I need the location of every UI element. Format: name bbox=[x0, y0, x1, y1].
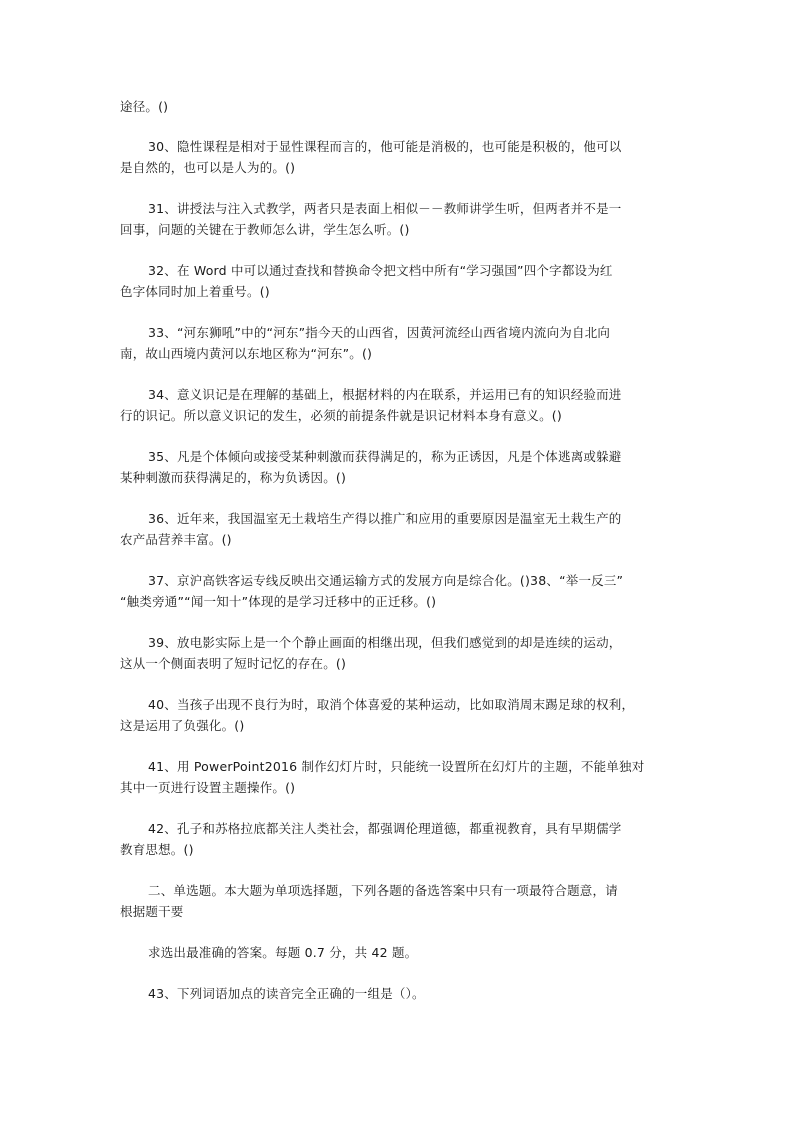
text-line: 途径。() bbox=[120, 99, 169, 114]
paragraph-q37-38 bbox=[120, 570, 680, 612]
text-line: 二、单选题。本大题为单项选择题，下列各题的备选答案中只有一项最符合题意，请 bbox=[148, 883, 618, 898]
text-line: 30、隐性课程是相对于显性课程而言的，他可能是消极的，也可能是积极的，他可以 bbox=[148, 139, 622, 154]
text-line: 40、当孩子出现不良行为时，取消个体喜爱的某种运动，比如取消周末踢足球的权利， bbox=[148, 697, 635, 712]
text-line: 37、京沪高铁客运专线反映出交通运输方式的发展方向是综合化。()38、“举一反三” bbox=[148, 573, 624, 588]
paragraph-q41 bbox=[120, 756, 680, 798]
text-line: 41、用 PowerPoint2016 制作幻灯片时，只能统一设置所在幻灯片的主题，不能单独对 bbox=[148, 759, 645, 774]
text-line: 33、“河东狮吼”中的“河东”指今天的山西省，因黄河流经山西省境内流向为自北向 bbox=[148, 325, 611, 340]
text-line: 回事，问题的关键在于教师怎么讲，学生怎么听。() bbox=[120, 222, 410, 237]
text-line: 39、放电影实际上是一个个静止画面的相继出现，但我们感觉到的却是连续的运动， bbox=[148, 635, 622, 650]
paragraph-0 bbox=[120, 96, 680, 117]
text-line: 行的识记。所以意义识记的发生，必须的前提条件就是识记材料本身有意义。() bbox=[120, 408, 562, 423]
document-page bbox=[120, 96, 680, 1024]
text-line: 某种刺激而获得满足的，称为负诱因。() bbox=[120, 470, 347, 485]
section-instructions bbox=[120, 942, 680, 963]
paragraph-q33 bbox=[120, 322, 680, 364]
text-line: 根据题干要 bbox=[120, 904, 184, 919]
text-line: 求选出最准确的答案。每题 0.7 分，共 42 题。 bbox=[148, 945, 418, 960]
paragraph-q40 bbox=[120, 694, 680, 736]
text-line: 其中一页进行设置主题操作。() bbox=[120, 780, 296, 795]
text-line: 42、孔子和苏格拉底都关注人类社会，都强调伦理道德，都重视教育，具有早期儒学 bbox=[148, 821, 622, 836]
text-line: 教育思想。() bbox=[120, 842, 194, 857]
paragraph-q39 bbox=[120, 632, 680, 674]
paragraph-q42 bbox=[120, 818, 680, 860]
paragraph-q43 bbox=[120, 983, 680, 1004]
text-line: 43、下列词语加点的读音完全正确的一组是（）。 bbox=[148, 986, 425, 1001]
text-line: 32、在 Word 中可以通过查找和替换命令把文档中所有“学习强国”四个字都设为红 bbox=[148, 263, 613, 278]
text-line: 农产品营养丰富。() bbox=[120, 532, 232, 547]
text-line: 35、凡是个体倾向或接受某种刺激而获得满足的，称为正诱因，凡是个体逃离或躲避 bbox=[148, 449, 622, 464]
text-line: 这从一个侧面表明了短时记忆的存在。() bbox=[120, 656, 347, 671]
text-line: “触类旁通”“闻一知十”体现的是学习迁移中的正迁移。() bbox=[120, 594, 437, 609]
paragraph-q32 bbox=[120, 260, 680, 302]
paragraph-q36 bbox=[120, 508, 680, 550]
paragraph-q30 bbox=[120, 136, 680, 178]
paragraph-q35 bbox=[120, 446, 680, 488]
section-heading-single-choice bbox=[120, 880, 680, 922]
text-line: 34、意义识记是在理解的基础上，根据材料的内在联系，并运用已有的知识经验而进 bbox=[148, 387, 622, 402]
paragraph-q31 bbox=[120, 198, 680, 240]
text-line: 是自然的，也可以是人为的。() bbox=[120, 160, 296, 175]
text-line: 南，故山西境内黄河以东地区称为“河东”。() bbox=[120, 346, 373, 361]
text-line: 36、近年来，我国温室无土栽培生产得以推广和应用的重要原因是温室无土栽生产的 bbox=[148, 511, 622, 526]
text-line: 31、讲授法与注入式教学，两者只是表面上相似－－教师讲学生听，但两者并不是一 bbox=[148, 201, 622, 216]
text-line: 色字体同时加上着重号。() bbox=[120, 284, 270, 299]
text-line: 这是运用了负强化。() bbox=[120, 718, 245, 733]
paragraph-q34 bbox=[120, 384, 680, 426]
